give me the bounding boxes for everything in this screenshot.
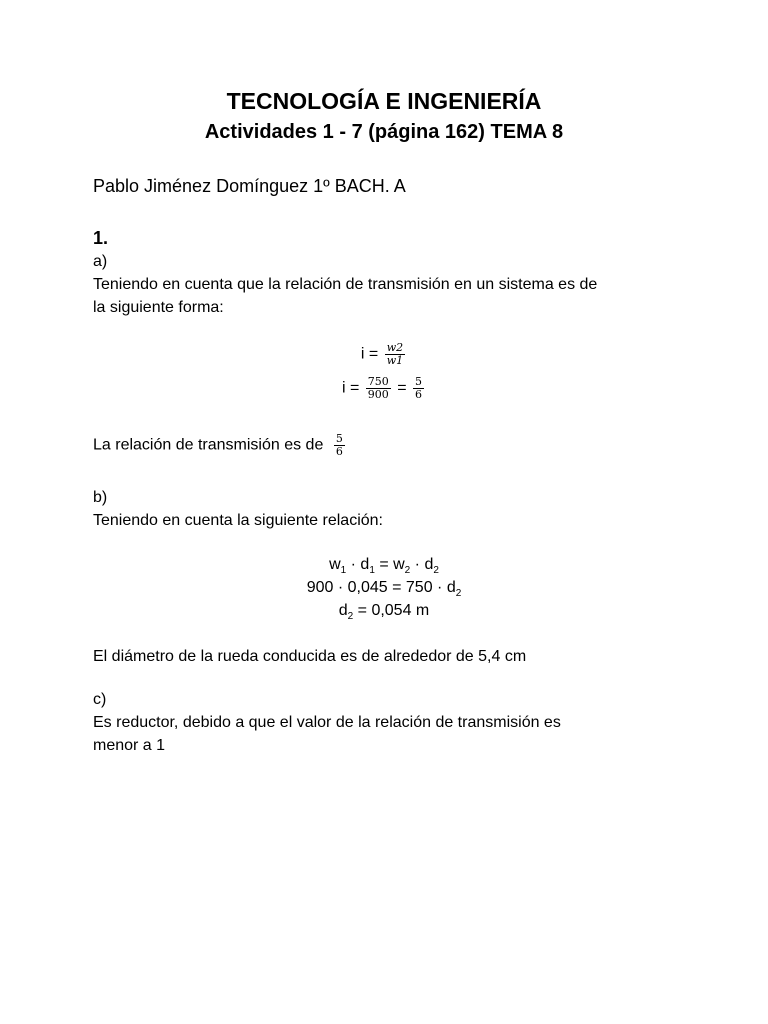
eq-b1-d2: · d — [410, 556, 434, 573]
eq-b1-d: · d — [346, 556, 370, 573]
eq1-lhs: i = — [360, 345, 379, 363]
part-c-label: c) — [93, 691, 107, 708]
eq-b3-pre: d — [338, 602, 348, 619]
eq2-fraction-1 — [366, 376, 391, 401]
eq-b2-sub: 2 — [455, 588, 462, 600]
equation-result — [0, 600, 768, 622]
eq-b2-text: 900 · 0,045 = 750 · d — [306, 579, 456, 596]
eq2-fraction-2 — [413, 376, 424, 401]
eq-b1-sub1: 1 — [340, 565, 347, 577]
eq2-numerator-1: 750 — [367, 375, 389, 388]
eq1-denominator: w1 — [386, 354, 404, 367]
part-a-intro-line1: Teniendo en cuenta que la relación de transmisión en un sistema es de — [93, 276, 598, 293]
equation-speed-diameter — [0, 554, 768, 576]
eq1-fraction — [385, 342, 405, 367]
eq-b1-sub4: 2 — [433, 565, 439, 577]
eq-b3-post: = 0,054 m — [353, 602, 430, 619]
equation-ratio-values — [0, 376, 768, 401]
eq-b1-w: w — [329, 556, 341, 573]
document-subtitle: Actividades 1 - 7 (página 162) TEMA 8 — [204, 121, 564, 143]
eq2-denominator-2: 6 — [415, 388, 423, 401]
document-title: TECNOLOGÍA E INGENIERÍA — [226, 88, 542, 114]
eq-b1-sub2: 1 — [369, 565, 375, 577]
eq-b1-sub3: 2 — [404, 565, 411, 577]
part-a-conclusion — [93, 433, 347, 458]
eq2-equals: = — [397, 379, 407, 397]
conclusion-denominator: 6 — [335, 445, 343, 458]
conclusion-numerator: 5 — [335, 432, 343, 445]
question-number: 1. — [93, 228, 109, 248]
part-a-label: a) — [93, 253, 108, 270]
part-a-conclusion-text: La relación de transmisión es de — [93, 436, 324, 454]
eq2-numerator-2: 5 — [415, 375, 423, 388]
equation-substitution — [0, 577, 768, 599]
eq2-denominator-1: 900 — [367, 388, 389, 401]
eq1-numerator: w2 — [386, 341, 404, 354]
eq2-lhs: i = — [341, 379, 360, 397]
part-b-conclusion: El diámetro de la rueda conducida es de alrededor de 5,4 cm — [93, 648, 527, 665]
part-c-line1: Es reductor, debido a que el valor de la relación de transmisión es — [93, 714, 561, 731]
part-c-line2: menor a 1 — [93, 737, 166, 754]
part-b-intro: Teniendo en cuenta la siguiente relación: — [93, 512, 383, 529]
equation-ratio-definition — [0, 342, 768, 367]
author-line: Pablo Jiménez Domínguez 1º BACH. A — [93, 176, 406, 196]
eq-b3-sub: 2 — [347, 611, 354, 623]
part-b-label: b) — [93, 489, 108, 506]
part-a-intro-line2: la siguiente forma: — [93, 299, 224, 316]
eq-b1-eq: = w — [374, 556, 405, 573]
part-a-conclusion-fraction — [334, 433, 345, 458]
